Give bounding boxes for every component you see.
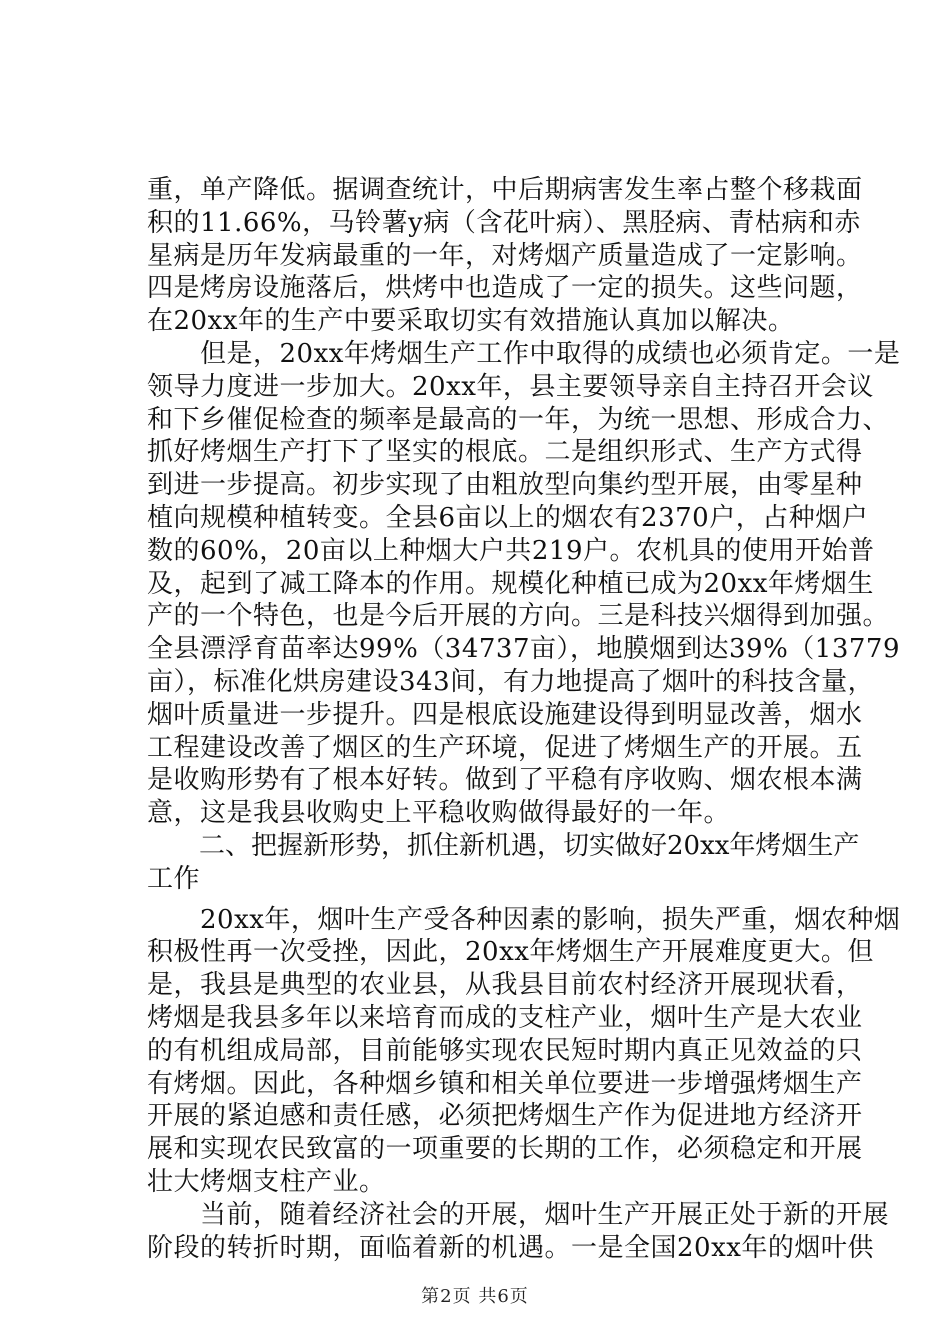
page-number-footer: 第2页 共6页 bbox=[421, 1286, 529, 1307]
paragraph-opportunity bbox=[147, 1199, 890, 1265]
text-line: 领导力度进一步加大。20xx年，县主要领导亲自主持召开会议 bbox=[147, 371, 874, 402]
text-line: 但是，20xx年烤烟生产工作中取得的成绩也必须肯定。一是 bbox=[147, 338, 901, 369]
text-line: 产的一个特色，也是今后开展的方向。三是科技兴烟得到加强。 bbox=[147, 601, 890, 632]
text-line: 积的11.66%，马铃薯y病（含花叶病）、黑胫病、青枯病和赤 bbox=[147, 207, 861, 238]
text-line: 20xx年，烟叶生产受各种因素的影响，损失严重，烟农种烟 bbox=[147, 904, 901, 935]
text-line: 的有机组成局部，目前能够实现农民短时期内真正见效益的只 bbox=[147, 1035, 863, 1066]
text-line: 重，单产降低。据调查统计，中后期病害发生率占整个移栽面 bbox=[147, 175, 863, 205]
spacer bbox=[147, 896, 837, 904]
text-line: 开展的紧迫感和责任感，必须把烤烟生产作为促进地方经济开 bbox=[147, 1101, 863, 1132]
text-line: 数的60%，20亩以上种烟大户共219户。农机具的使用开始普 bbox=[147, 535, 875, 566]
text-line: 到进一步提高。初步实现了由粗放型向集约型开展，由零星种 bbox=[147, 470, 863, 501]
paragraph-continuation bbox=[147, 174, 863, 338]
section-heading bbox=[147, 830, 860, 896]
paragraph-achievements bbox=[147, 338, 901, 830]
paragraph-situation bbox=[147, 904, 901, 1199]
text-line: 是，我县是典型的农业县，从我县目前农村经济开展现状看， bbox=[147, 970, 863, 1001]
document-body bbox=[147, 174, 901, 1264]
text-line: 及，起到了减工降本的作用。规模化种植已成为20xx年烤烟生 bbox=[147, 568, 874, 599]
heading-line: 二、把握新形势，抓住新机遇，切实做好20xx年烤烟生产 bbox=[147, 830, 860, 861]
text-line: 壮大烤烟支柱产业。 bbox=[147, 1166, 386, 1197]
text-line: 在20xx年的生产中要采取切实有效措施认真加以解决。 bbox=[147, 306, 795, 337]
text-line: 亩），标准化烘房建设343间，有力地提高了烟叶的科技含量， bbox=[147, 666, 875, 697]
text-line: 全县漂浮育苗率达99%（34737亩），地膜烟到达39%（13779 bbox=[147, 634, 900, 665]
text-line: 阶段的转折时期，面临着新的机遇。一是全国20xx年的烟叶供 bbox=[147, 1232, 874, 1263]
text-line: 意，这是我县收购史上平稳收购做得最好的一年。 bbox=[147, 798, 731, 829]
text-line: 是收购形势有了根本好转。做到了平稳有序收购、烟农根本满 bbox=[147, 765, 863, 796]
text-line: 展和实现农民致富的一项重要的长期的工作，必须稳定和开展 bbox=[147, 1134, 863, 1165]
text-line: 烤烟是我县多年以来培育而成的支柱产业，烟叶生产是大农业 bbox=[147, 1002, 863, 1033]
text-line: 星病是历年发病最重的一年，对烤烟产质量造成了一定影响。 bbox=[147, 240, 863, 271]
text-line: 四是烤房设施落后，烘烤中也造成了一定的损失。这些问题， bbox=[147, 273, 863, 304]
text-line: 抓好烤烟生产打下了坚实的根底。二是组织形式、生产方式得 bbox=[147, 437, 863, 468]
text-line: 和下乡催促检查的频率是最高的一年，为统一思想、形成合力、 bbox=[147, 404, 890, 435]
text-line: 工程建设改善了烟区的生产环境，促进了烤烟生产的开展。五 bbox=[147, 732, 863, 763]
text-line: 积极性再一次受挫，因此，20xx年烤烟生产开展难度更大。但 bbox=[147, 937, 874, 968]
text-line: 有烤烟。因此，各种烟乡镇和相关单位要进一步增强烤烟生产 bbox=[147, 1068, 863, 1099]
heading-line: 工作 bbox=[147, 863, 201, 894]
text-line: 烟叶质量进一步提升。四是根底设施建设得到明显改善，烟水 bbox=[147, 699, 863, 730]
text-line: 当前，随着经济社会的开展，烟叶生产开展正处于新的开展 bbox=[147, 1199, 890, 1230]
text-line: 植向规模种植转变。全县6亩以上的烟农有2370户，占种烟户 bbox=[147, 502, 869, 533]
